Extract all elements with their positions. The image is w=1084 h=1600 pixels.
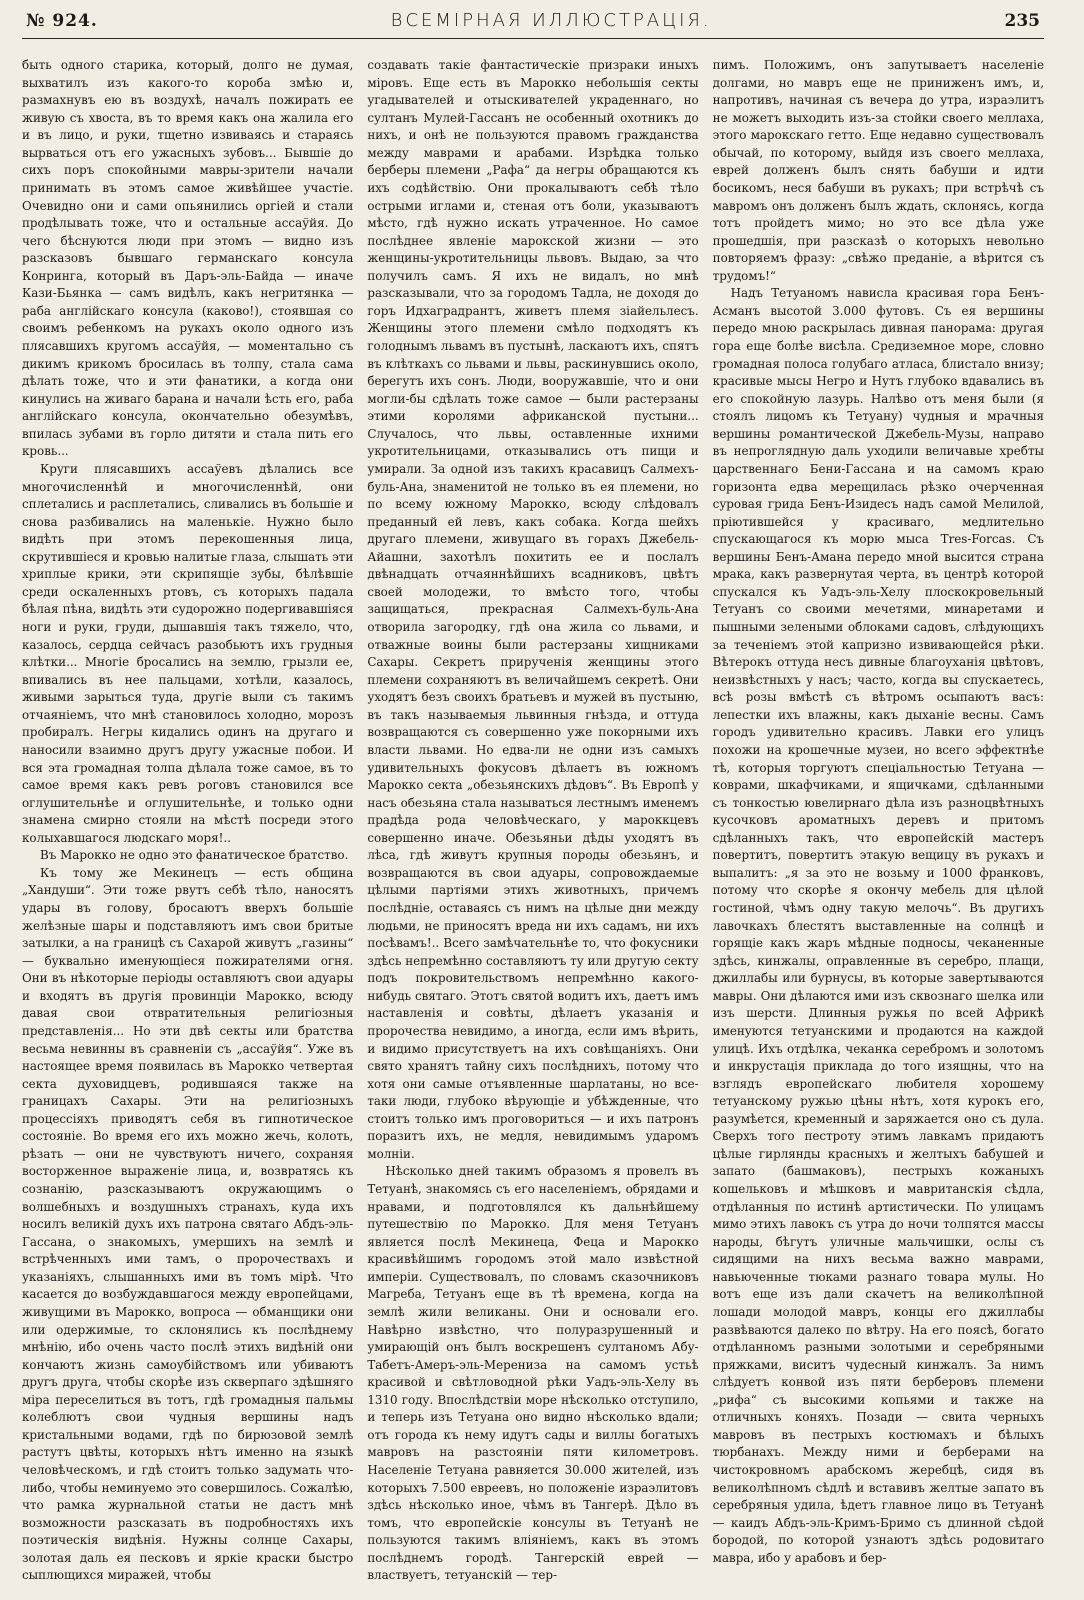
paragraph: создавать такіе фантастическіе призраки иныхъ міровъ. Еще есть въ Марокко небольшія секты угадывателей и отыскивателей украденнаго, но султанъ Мулей-Гассанъ не особенный охотникъ до нихъ, и онѣ не пользуются правомъ гражданства между маврами и арабами. Изрѣдка только берберы племени „Рафа“ да негры обращаются къ ихъ содѣйствію. Они прокалываютъ себѣ тѣло острыми иглами и, стеная отъ боли, указываютъ мѣсто, гдѣ нужно искать утраченное. Но самое послѣднее явленіе марокской жизни — это женщины-укротительницы львовъ. Выдаю, за что получилъ самъ. Я ихъ не видалъ, но мнѣ разсказывали, что за городомъ Тадла, не доходя до горъ Идхаградрантъ, живетъ племя зіайельлесъ. Женщины этого племени смѣло подходятъ къ голоднымъ львамъ въ пустынѣ, ласкаютъ ихъ, спятъ въ клѣткахъ со львами и львы, раскинувшись около, берегутъ ихъ сонъ. Люди, вооружавшіе, что и они могли-бы сдѣлать тоже самое — были растерзаны этими королями африканской пустыни... Случалось, что львы, оставленные ихними укротительницами, отказывались отъ пищи и умирали. За одной изъ такихъ красавицъ Салмехъ-буль-Ана, знаменитой не только въ ея племени, но по всему южному Марокко, всюду слѣдовалъ преданный ей левъ, какъ собака. Когда шейхъ другаго племени, живущаго въ горахъ Джебель-Айашни, захотѣлъ похитить ее и послалъ двѣнадцать отчаяннѣйшихъ всадниковъ, цвѣтъ своей молодежи, то вмѣсто того, чтобы защищаться, прекрасная Салмехъ-буль-Ана отворила загородку, гдѣ она жила со львами, и отважные воины были растерзаны хищниками Сахары. Секретъ прирученія женщины этого племени сохраняютъ въ величайшемъ секретѣ. Они уходятъ безъ своихъ братьевъ и мужей въ пустыню, въ такъ называемыя львинныя гнѣзда, и оттуда возвращаются съ совершенно уже покорными ихъ власти львами. Но едва-ли не одни изъ самыхъ удивительныхъ фокусовъ дѣлаетъ въ южномъ Марокко секта „обезьянскихъ дѣдовъ“. Въ Европѣ у насъ обезьяна стала называться лестнымъ именемъ прадѣда рода человѣческаго, у мароккцевъ совершенно иначе. Обезьяньи дѣды уходятъ въ лѣса, гдѣ живутъ крупныя породы обезьянъ, и возвращаются въ свои адуары, сопровождаемые цѣлыми партіями этихъ животныхъ, причемъ послѣдніе, оставаясь съ нимъ на цѣлые дни между людьми, не приносятъ вреда ни ихъ садамъ, ни ихъ посѣвамъ!.. Всего замѣчательнѣе то, что фокусники здѣсь непремѣнно составляютъ ту или другую секту подъ покровительствомъ непремѣнно какого-нибудь святаго. Этотъ святой водитъ ихъ, даетъ имъ наставленія и совѣты, дѣлаетъ указанія и пророчества невидимо, а иногда, если имъ вѣрить, и видимо присутствуетъ на ихъ совѣщаніяхъ. Они свято хранятъ тайну сихъ послѣднихъ, потому что хотя они самые отъявленные шарлатаны, но все-таки люди, глубоко вѣрующіе и убѣжденные, что стоитъ только имъ проговориться — и ихъ патронъ поразитъ ихъ, не медля, невидимымъ ударомъ молніи. xyxy=(367,58,699,1161)
column-2 xyxy=(367,57,698,1597)
paragraph: быть одного старика, который, долго не думая, выхватилъ изъ какого-то короба змѣю и, размахнувъ ею въ воздухѣ, началъ пожирать ее живую съ хвоста, въ то время какъ она жалила его и въ лицо, и руки, тщетно извиваясь и стараясь вырваться отъ его ужасныхъ зубовъ... Бывшіе до сихъ поръ спокойными мавры-зрители начали принимать въ этомъ самое живѣйшее участіе. Очевидно они и сами опьянились оргіей и стали продѣлывать тоже, что и остальные ассаўйя. До чего бѣснуются люди при этомъ — видно изъ разсказовъ бывшаго германскаго консула Конринга, который въ Даръ-эль-Байда — иначе Кази-Бьянка — самъ видѣлъ, какъ негритянка — раба англійскаго консула (каково!), стоявшая со своимъ ребенкомъ на рукахъ около одного изъ плясавшихъ кругомъ ассаўйя, — моментально съ дикимъ крикомъ бросилась въ толпу, стала сама дѣлать тоже, что и эти фанатики, а когда они кинулись на живаго барана и начали ѣсть его, раба англійскаго консула, окончательно обезумѣвъ, впилась зубами въ горло дитяти и стала пить его кровь... xyxy=(22,58,354,459)
journal-title: ВСЕМІРНАЯ ИЛЛЮСТРАЦІЯ. xyxy=(390,10,712,31)
paragraph: Нѣсколько дней такимъ образомъ я провелъ въ Тетуанѣ, знакомясь съ его населеніемъ, обрядами и нравами, и подготовлялся къ дальнѣйшему путешествію по Марокко. Для меня Тетуанъ является послѣ Мекинеца, Феца и Марокко красивѣйшимъ городомъ этой мало извѣстной имперіи. Существовалъ, по словамъ сказочниковъ Магреба, Тетуанъ еще въ тѣ времена, когда на землѣ жили великаны. Они и основали его. Навѣрно извѣстно, что полуразрушенный и умирающій онъ былъ воскрешенъ султаномъ Абу-Табетъ-Амеръ-эль-Мерениза на самомъ устьѣ красивой и свѣтловодной рѣки Уадъ-эль-Хелу въ 1310 году. Впослѣдствіи море нѣсколько отступило, и теперь изъ Тетуана оно видно нѣсколько вдали; отъ города къ нему идутъ сады и виллы богатыхъ мавровъ на разстояніи пяти километровъ. Населеніе Тетуана равняется 30.000 жителей, изъ которыхъ 7.500 евреевъ, но положеніе израэлитовъ здѣсь нѣсколько иное, чѣмъ въ Тангерѣ. Дѣло въ томъ, что европейскіе консулы въ Тетуанѣ не пользуются такимъ вліяніемъ, какъ въ этомъ послѣднемъ городѣ. Тангерскій еврей — властвуетъ, тетуанскій — тер- xyxy=(367,1164,699,1583)
paragraph: Круги плясавшихъ ассаўевъ дѣлались все многочисленнѣй и многочисленнѣй, они сплетались и расплетались, сливались въ большіе и снова разбивались на маленькіе. Нужно было видѣть при этомъ перекошенныя лица, скрутившіеся и кровью налитые глаза, слышать эти хриплые крики, эти скрипящіе зубы, бѣлѣвшіе среди оскаленныхъ ртовъ, съ которыхъ падала бѣлая пѣна, видѣть эти судорожно подергивавшіяся ноги и руки, груди, дышавшія такъ тяжело, что, казалось, сердца сейчасъ разобьютъ ихъ грудныя клѣтки... Многіе бросались на землю, грызли ее, впивались въ нее пальцами, хотѣли, казалось, живыми зарыться туда, другіе выли съ такимъ отчаяніемъ, что мнѣ становилось холодно, морозъ пробиралъ. Негры кидались одинъ на другаго и наносили взаимно другъ другу ужасные побои. И вся эта громадная толпа дѣлала тоже самое, въ то самое время какъ ревъ роговъ становился все оглушительнѣе и оглушительнѣе, и только одни знамена смирно стояли на мѣстѣ посреди этого колыхавшагося людскаго моря!.. xyxy=(22,461,354,845)
paragraph: Надъ Тетуаномъ нависла красивая гора Бенъ-Асманъ высотой 3.000 футовъ. Съ ея вершины передо мною раскрылась дивная панорама: другая гора еще болѣе висѣла. Средиземное море, словно громадная полоса голубаго атласа, блистало внизу; красивые мысы Негро и Нутъ глубоко вдавались въ его спокойную лазурь. Налѣво отъ меня были (я стоялъ лицомъ къ Тетуану) чудныя и мрачныя вершины романтической Джебель-Музы, направо въ непроглядную даль уходили величавые хребты царственнаго Бени-Гассана и на самомъ краю горизонта едва мерещилась рѣзко очерченная суровая грида Бенъ-Изидесъ надъ самой Мелилой, пріютившейся у красиваго, медлительно спускающагося къ морю мыса Tres-Forcas. Съ вершины Бенъ-Амана передо мной высится страна мрака, какъ развернутая черта, въ центрѣ которой спускался къ Уадъ-эль-Хелу плоскокровельный Тетуанъ со своими мечетями, минаретами и пышными зелеными облоками садовъ, слѣдующихъ за теченіемъ этой капризно извивающейся рѣки. Вѣтерокъ оттуда несъ дивные благоуханія цвѣтовъ, неизвѣстныхъ у насъ; часто, когда вы спускаетесь, всѣ розы вмѣстѣ съ вѣтромъ осыпаютъ васъ: лепестки ихъ влажны, какъ дыханіе весны. Самъ городъ удивительно красивъ. Лавки его улицъ похожи на крошечные музеи, но всего эффектнѣе тѣ, которыя торгуютъ спеціальностью Тетуана — коврами, шкафчиками, и ящичками, сдѣланными съ тонкостью ювелирнаго дѣла изъ разноцвѣтныхъ кусочковъ ароматныхъ деревъ и притомъ сдѣланныхъ такъ, что европейскій мастеръ повертитъ, повертитъ этакую вещицу въ рукахъ и выпалитъ: „я за это не возьму и 1000 франковъ, потому что скорѣе я окончу мебель для цѣлой гостиной, чѣмъ одну такую мелочь“. Въ другихъ лавочкахъ блестятъ выставленные на солнцѣ и горящіе какъ жаръ мѣдные подносы, чеканенные здѣсь, кинжалы, оправленные въ серебро, плащи, джиллабы или бурнусы, въ которые завертываются мавры. Они дѣлаются ими изъ сквознаго шелка или изъ шерсти. Длинныя ружья по всей Африкѣ именуются тетуанскими и продаются на каждой улицѣ. Ихъ отдѣлка, чеканка серебромъ и золотомъ и инкрустація приклада до того изящны, что на взглядъ европейскаго любителя хорошему тетуанскому ружью цѣны нѣтъ, хотя курокъ его, разумѣется, кременный и заряжается оно съ дула. Сверхъ того пестроту этимъ лавкамъ придаютъ цѣлые гирлянды красныхъ и желтыхъ бабушей и запато (башмаковъ), пестрыхъ кожаныхъ кошельковъ и мѣшковъ и мавританскія сѣдла, отдѣланныя по истинѣ артистически. По улицамъ мимо этихъ лавокъ съ утра до ночи толпятся массы народы, бѣгутъ уличные мальчишки, ослы съ сидящими на нихъ весьма важно маврами, навьюченные тюками разнаго товара мулы. Но вотъ еще изъ дали скачетъ на великолѣпной лошади молодой мавръ, концы его джиллабы развѣваются далеко по вѣтру. На его поясѣ, богато отдѣланномъ разными золотыми и серебряными пряжками, виситъ чудесный кинжалъ. За нимъ слѣдуетъ конвой изъ пяти берберовъ племени „рифа“ съ высокими копьями и также на отличныхъ коняхъ. Позади — свита черныхъ мавровъ въ пестрыхъ костюмахъ и бѣлыхъ тюрбанахъ. Между ними и берберами на чистокровномъ арабскомъ жеребцѣ, сидя въ великолѣпномъ сѣдлѣ и вставивъ желтые запато въ серебряныя удила, ѣдетъ главное лицо въ Тетуанѣ — каидъ Абдъ-эль-Кримъ-Бримо съ длинной сѣдой бородой, по которой узнаютъ здѣсь родовитаго мавра, ибо у арабовъ и бер- xyxy=(712,286,1044,1565)
text-columns xyxy=(22,57,1044,1597)
page-number: 235 xyxy=(1004,11,1040,31)
column-1 xyxy=(22,57,353,1597)
column-3 xyxy=(713,57,1044,1597)
paragraph: Въ Марокко не одно это фанатическое братство. xyxy=(40,848,349,863)
issue-number: № 924. xyxy=(26,11,98,31)
paragraph: Къ тому же Мекинецъ — есть община „Хандуши“. Эти тоже рвутъ себѣ тѣло, наносятъ удары въ голову, бросаютъ вверхъ большіе желѣзные шары и подставляютъ имъ свои бритые затылки, а на границѣ съ Сахарой живутъ „газины“ — буквально именующіеся пожирателями огня. Они въ нѣкоторые періоды оставляютъ свои адуары и входятъ въ другія провинціи Марокко, всюду давая свои отвратительныя религіозныя представленія... Но эти двѣ секты или братства весьма невинны въ сравненіи съ „ассаўйя“. Уже въ настоящее время появилась въ Марокко четвертая секта духовидцевъ, родившаяся также на границахъ Сахары. Эти на религіозныхъ процессіяхъ приводятъ себя въ гипнотическое состояніе. Во время его ихъ можно жечь, колоть, рѣзать — они не чувствуютъ ничего, сохраняя восторженное выраженіе лица, и, возвратясь къ сознанію, разсказываютъ окружающимъ о волшебныхъ и воздушныхъ странахъ, куда ихъ носилъ великій духъ ихъ патрона святаго Абдъ-эль-Гассана, о знакомыхъ, умершихъ на землѣ и встрѣченныхъ ими тамъ, о пророчествахъ и указаніяхъ, слышанныхъ ими въ томъ мірѣ. Что касается до возбуждавшагося между европейцами, живущими въ Марокко, вопроса — обманщики они или одержимые, то склонялись къ послѣднему мнѣнію, ибо очень часто послѣ этихъ видѣній они кончаютъ жизнь самоубійствомъ или убиваютъ другъ друга, чтобы скорѣе изъ скверпаго здѣшняго міра переселиться въ тотъ, гдѣ громадныя пальмы колеблютъ свои чудныя вершины надъ кристальными водами, гдѣ по бирюзовой землѣ растутъ цвѣты, которыхъ нѣтъ именно на языкѣ человѣческомъ, и гдѣ стоитъ только задумать что-либо, чтобы неминуемо это совершилось. Сожалѣю, что рамка журнальной статьи не дастъ мнѣ возможности разсказать въ подробностяхъ ихъ поэтическія видѣнія. Нужны солнце Сахары, золотая даль ея песковъ и яркіе краски быстро сыплющихся миражей, чтобы xyxy=(22,865,354,1583)
paragraph: пимъ. Положимъ, онъ запутываетъ населеніе долгами, но мавръ еще не приниженъ имъ, и, напротивъ, начиная съ вечера до утра, израэлитъ не можетъ выходить изъ-за стойки своего меллаха, этого марокскаго гетто. Еще недавно существовалъ обычай, по которому, выйдя изъ своего меллаха, еврей долженъ былъ снять бабуши и идти босикомъ, неся бабуши въ рукахъ; при встрѣчѣ съ мавромъ онъ долженъ былъ ждать, склонясь, когда тотъ пройдетъ мимо; но это все дѣла уже прошедшія, при разсказѣ о которыхъ невольно повторяемъ фразу: „свѣжо преданіе, а вѣрится съ трудомъ!“ xyxy=(712,58,1044,283)
page-header xyxy=(22,10,1044,39)
